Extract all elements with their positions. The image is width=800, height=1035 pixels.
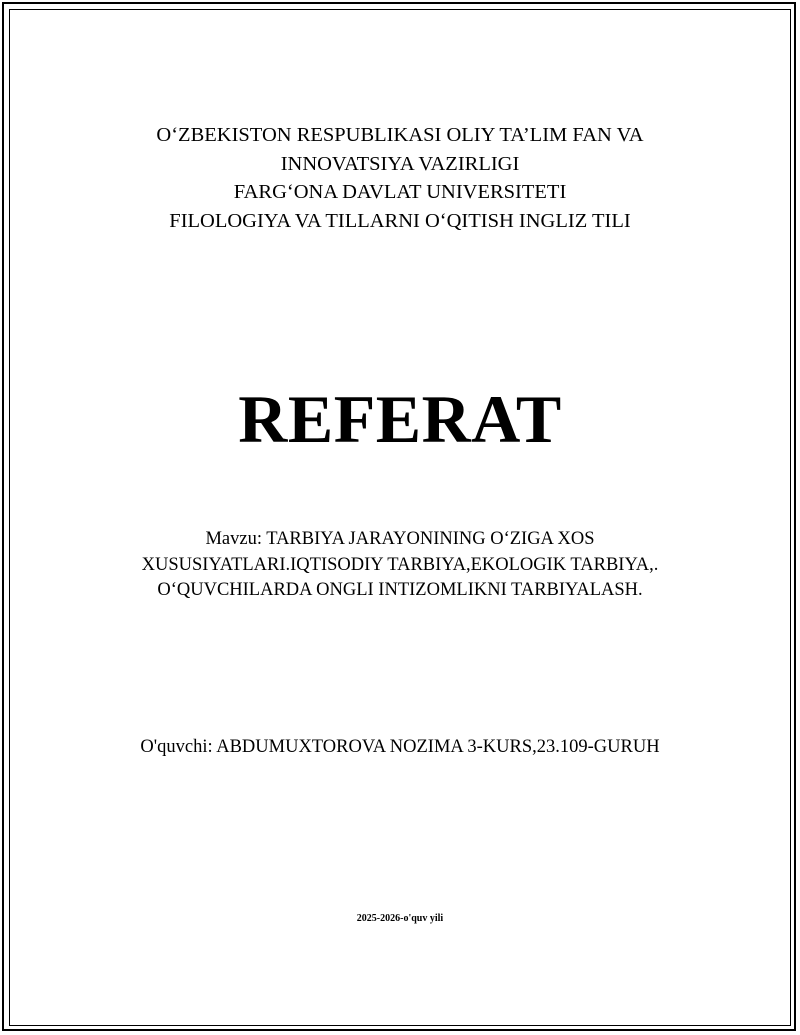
student-info: O'quvchi: ABDUMUXTOROVA NOZIMA 3-KURS,23.109-GURUH: [140, 737, 660, 757]
academic-year: 2025-2026-o'quv yili: [356, 913, 444, 924]
topic-line: XUSUSIYATLARI.IQTISODIY TARBIYA,EKOLOGIK TARBIYA,.: [141, 554, 659, 575]
header-line-university: FARG‘ONA DAVLAT UNIVERSITETI: [233, 181, 567, 203]
topic-section: [0, 527, 800, 604]
document-title: REFERAT: [238, 381, 562, 457]
topic-line: O‘QUVCHILARDA ONGLI INTIZOMLIKNI TARBIYALASH.: [157, 580, 643, 600]
header-line-ministry-cont: INNOVATSIYA VAZIRLIGI: [280, 152, 520, 175]
header-line-ministry: O‘ZBEKISTON RESPUBLIKASI OLIY TA’LIM FAN VA: [156, 124, 644, 146]
header-line-faculty: FILOLOGIYA VA TILLARNI O‘QITISH INGLIZ TILI: [169, 209, 631, 232]
topic-line: Mavzu: TARBIYA JARAYONINING O‘ZIGA XOS: [205, 529, 595, 549]
institution-header: [0, 121, 800, 235]
